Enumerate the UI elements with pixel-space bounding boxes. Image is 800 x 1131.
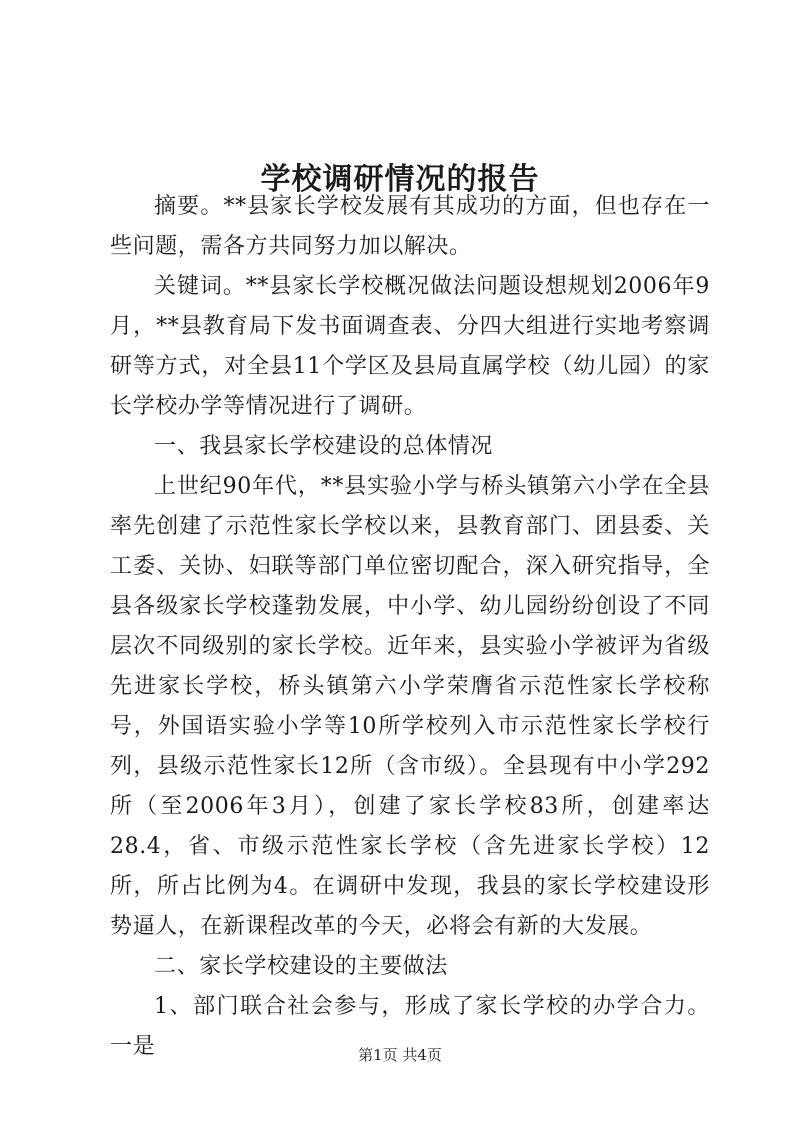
body-paragraph: 上世纪90年代，**县实验小学与桥头镇第六小学在全县率先创建了示范性家长学校以来，县教育部门、团县委、关工委、关协、妇联等部门单位密切配合，深入研究指导，全县各级家长学校蓬勃发展，中小学、幼儿园纷纷创设了不同层次不同级别的家长学校。近年来，县实验小学被评为省级先进家长学校，桥头镇第六小学荣膺省示范性家长学校称号，外国语实验小学等10所学校列入市示范性家长学校行列，县级示范性家长12所（含市级）。全县现有中小学292所（至2006年3月），创建了家长学校83所，创建率达28.4，省、市级示范性家长学校（含先进家长学校）12所，所占比例为4。在调研中发现，我县的家长学校建设形势逼人，在新课程改革的今天，必将会有新的大发展。 bbox=[110, 474, 710, 939]
keywords-paragraph: 关键词。**县家长学校概况做法问题设想规划2006年9月，**县教育局下发书面调查表、分四大组进行实地考察调研等方式，对全县11个学区及县局直属学校（幼儿园）的家长学校办学等情况进行了调研。 bbox=[110, 274, 710, 419]
document-title: 学校调研情况的报告 bbox=[260, 162, 540, 198]
abstract-paragraph: 摘要。**县家长学校发展有其成功的方面，但也存在一些问题，需各方共同努力加以解决。 bbox=[110, 194, 710, 259]
document-body bbox=[110, 187, 710, 1067]
section-heading-1: 一、我县家长学校建设的总体情况 bbox=[154, 434, 494, 459]
body-paragraph-continued: 1、部门联合社会参与，形成了家长学校的办学合力。一是 bbox=[110, 994, 710, 1059]
section-heading-2: 二、家长学校建设的主要做法 bbox=[154, 954, 448, 979]
page-footer: 第1页 共4页 bbox=[358, 1046, 442, 1064]
